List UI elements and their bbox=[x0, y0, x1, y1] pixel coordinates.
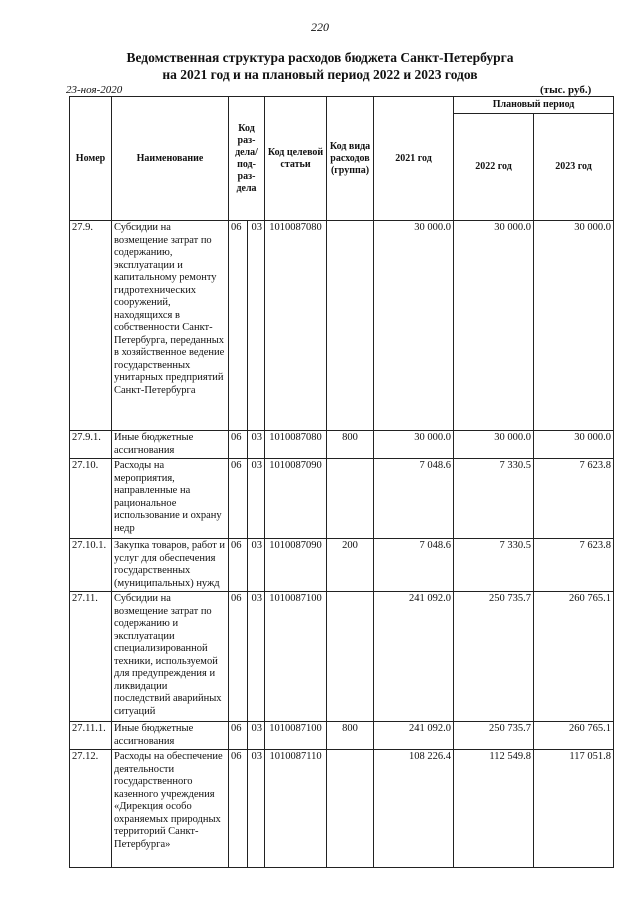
row-name: Субсидии на возмещение затрат по содержанию, эксплуатации и капитальному ремонту гидротехнических сооружений, находящихся в собственности Санкт-Петербурга, переданных в хозяйственное ведение государственных унитарных предприятий Санкт-Петербурга bbox=[112, 221, 229, 431]
row-2022: 250 735.7 bbox=[454, 592, 534, 722]
table-row bbox=[70, 431, 614, 459]
row-number: 27.10.1. bbox=[70, 539, 112, 592]
row-number: 27.12. bbox=[70, 750, 112, 868]
row-subsection: 03 bbox=[248, 750, 265, 868]
row-section: 06 bbox=[229, 750, 248, 868]
budget-table bbox=[69, 96, 614, 868]
row-name: Расходы на мероприятия, направленные на рациональное использование и охрану недр bbox=[112, 459, 229, 539]
row-2022: 7 330.5 bbox=[454, 459, 534, 539]
document-date: 23-ноя-2020 bbox=[66, 84, 123, 96]
row-subsection: 03 bbox=[248, 592, 265, 722]
row-2021: 241 092.0 bbox=[374, 722, 454, 750]
row-name: Иные бюджетные ассигнования bbox=[112, 722, 229, 750]
row-section: 06 bbox=[229, 539, 248, 592]
row-number: 27.11. bbox=[70, 592, 112, 722]
row-expense-type: 200 bbox=[327, 539, 374, 592]
header-planned-period: Плановый период bbox=[454, 97, 614, 114]
title-line-2: на 2021 год и на плановый период 2022 и 2023 годов bbox=[162, 67, 478, 82]
row-number: 27.11.1. bbox=[70, 722, 112, 750]
row-2022: 7 330.5 bbox=[454, 539, 534, 592]
row-expense-type bbox=[327, 221, 374, 431]
row-2021: 241 092.0 bbox=[374, 592, 454, 722]
row-number: 27.9.1. bbox=[70, 431, 112, 459]
row-2023: 7 623.8 bbox=[534, 539, 614, 592]
row-2022: 112 549.8 bbox=[454, 750, 534, 868]
table-row bbox=[70, 592, 614, 722]
units-label: (тыс. руб.) bbox=[540, 84, 592, 96]
row-name: Расходы на обеспечение деятельности государственного казенного учреждения «Дирекция особо охраняемых природных территорий Санкт-Петербурга» bbox=[112, 750, 229, 868]
row-subsection: 03 bbox=[248, 431, 265, 459]
row-2021: 30 000.0 bbox=[374, 221, 454, 431]
row-2023: 260 765.1 bbox=[534, 722, 614, 750]
row-expense-type: 800 bbox=[327, 431, 374, 459]
title-line-1: Ведомственная структура расходов бюджета Санкт-Петербурга bbox=[126, 50, 514, 65]
row-name: Иные бюджетные ассигнования bbox=[112, 431, 229, 459]
row-2021: 108 226.4 bbox=[374, 750, 454, 868]
header-year-2022: 2022 год bbox=[454, 114, 534, 221]
header-target-code: Код целевой статьи bbox=[265, 97, 327, 221]
row-subsection: 03 bbox=[248, 459, 265, 539]
header-name: Наименование bbox=[112, 97, 229, 221]
row-target-code: 1010087100 bbox=[265, 722, 327, 750]
row-target-code: 1010087090 bbox=[265, 539, 327, 592]
row-target-code: 1010087080 bbox=[265, 431, 327, 459]
row-number: 27.9. bbox=[70, 221, 112, 431]
header-year-2021: 2021 год bbox=[374, 97, 454, 221]
row-target-code: 1010087100 bbox=[265, 592, 327, 722]
document-title bbox=[0, 49, 640, 83]
row-section: 06 bbox=[229, 221, 248, 431]
row-2023: 30 000.0 bbox=[534, 431, 614, 459]
row-2022: 30 000.0 bbox=[454, 221, 534, 431]
table-row bbox=[70, 221, 614, 431]
row-expense-type: 800 bbox=[327, 722, 374, 750]
row-2022: 250 735.7 bbox=[454, 722, 534, 750]
row-expense-type bbox=[327, 592, 374, 722]
row-2023: 7 623.8 bbox=[534, 459, 614, 539]
row-target-code: 1010087080 bbox=[265, 221, 327, 431]
table-row bbox=[70, 539, 614, 592]
header-number: Номер bbox=[70, 97, 112, 221]
row-2022: 30 000.0 bbox=[454, 431, 534, 459]
header-year-2023: 2023 год bbox=[534, 114, 614, 221]
row-2023: 117 051.8 bbox=[534, 750, 614, 868]
row-name: Закупка товаров, работ и услуг для обеспечения государственных (муниципальных) нужд bbox=[112, 539, 229, 592]
row-section: 06 bbox=[229, 592, 248, 722]
row-2023: 260 765.1 bbox=[534, 592, 614, 722]
row-expense-type bbox=[327, 750, 374, 868]
row-subsection: 03 bbox=[248, 722, 265, 750]
row-2021: 30 000.0 bbox=[374, 431, 454, 459]
header-section-code: Код раз-дела/ под-раз-дела bbox=[229, 97, 265, 221]
row-name: Субсидии на возмещение затрат по содержанию и эксплуатации специализированной техники, используемой для предупреждения и ликвидации последствий аварийных ситуаций bbox=[112, 592, 229, 722]
row-number: 27.10. bbox=[70, 459, 112, 539]
page-number: 220 bbox=[311, 20, 329, 34]
row-section: 06 bbox=[229, 722, 248, 750]
row-subsection: 03 bbox=[248, 539, 265, 592]
table-row bbox=[70, 459, 614, 539]
row-subsection: 03 bbox=[248, 221, 265, 431]
row-2021: 7 048.6 bbox=[374, 459, 454, 539]
row-target-code: 1010087090 bbox=[265, 459, 327, 539]
row-section: 06 bbox=[229, 431, 248, 459]
table-row bbox=[70, 722, 614, 750]
row-target-code: 1010087110 bbox=[265, 750, 327, 868]
table-row bbox=[70, 750, 614, 868]
header-expense-type: Код вида расходов (группа) bbox=[327, 97, 374, 221]
row-expense-type bbox=[327, 459, 374, 539]
row-section: 06 bbox=[229, 459, 248, 539]
row-2023: 30 000.0 bbox=[534, 221, 614, 431]
row-2021: 7 048.6 bbox=[374, 539, 454, 592]
